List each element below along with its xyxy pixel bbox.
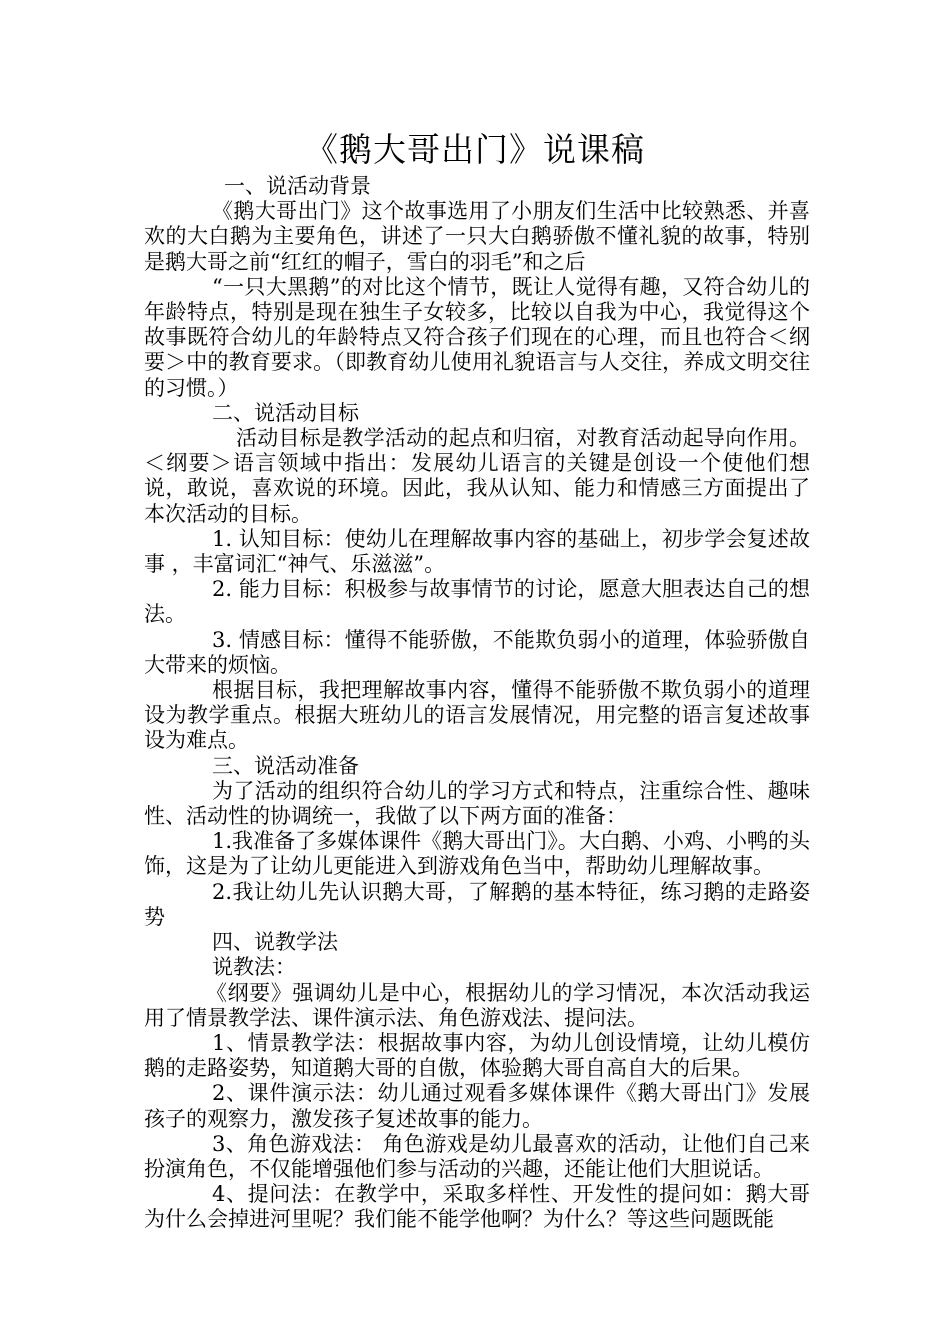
- document-body: [144, 174, 810, 1233]
- paragraph: 3、角色游戏法： 角色游戏是幼儿最喜欢的活动，让他们自己来扮演角色，不仅能增强他们参与活动的兴趣，还能让他们大胆说话。: [144, 1131, 810, 1181]
- paragraph: 1. 认知目标：使幼儿在理解故事内容的基础上，初步学会复述故事 ，丰富词汇“神气、乐滋滋”。: [144, 526, 810, 577]
- paragraph: 2. 能力目标：积极参与故事情节的讨论，愿意大胆表达自己的想法。: [144, 577, 810, 627]
- paragraph: 2、课件演示法：幼儿通过观看多媒体课件《鹅大哥出门》发展孩子的观察力，激发孩子复述故事的能力。: [144, 1081, 810, 1131]
- section-heading-preparation: 三、说活动准备: [212, 753, 359, 778]
- paragraph: 3. 情感目标：懂得不能骄傲，不能欺负弱小的道理，体验骄傲自大带来的烦恼。: [144, 627, 810, 677]
- paragraph: 根据目标，我把理解故事内容，懂得不能骄傲不欺负弱小的道理设为教学重点。根据大班幼儿的语言发展情况，用完整的语言复述故事设为难点。: [144, 678, 810, 753]
- section-heading-goals: 二、说活动目标: [212, 400, 359, 425]
- paragraph: 《鹅大哥出门》这个故事选用了小朋友们生活中比较熟悉、并喜欢的大白鹅为主要角色，讲述了一只大白鹅骄傲不懂礼貌的故事，特别是鹅大哥之前“红红的帽子，雪白的羽毛”和之后: [144, 199, 810, 274]
- paragraph: 为了活动的组织符合幼儿的学习方式和特点，注重综合性、趣味性、活动性的协调统一，我做了以下两方面的准备：: [144, 778, 810, 829]
- paragraph: 4、提问法：在教学中，采取多样性、开发性的提问如：鹅大哥为什么会掉进河里呢？我们能不能学他啊？为什么？等这些问题既能: [144, 1182, 810, 1232]
- section-heading-background: 一、说活动背景: [224, 174, 371, 198]
- paragraph: “一只大黑鹅”的对比这个情节，既让人觉得有趣，又符合幼儿的年龄特点，特别是现在独生子女较多，比较以自我为中心，我觉得这个故事既符合幼儿的年龄特点又符合孩子们现在的心理，而且也符合＜纲要＞中的教育要求。（即教育幼儿使用礼貌语言与人交往，养成文明交往的习惯。）: [144, 274, 810, 400]
- section-heading-methods: 四、说教学法: [212, 930, 338, 955]
- paragraph: 活动目标是教学活动的起点和归宿，对教育活动起导向作用。＜纲要＞语言领域中指出：发展幼儿语言的关键是创设一个使他们想说，敢说，喜欢说的环境。因此，我从认知、能力和情感三方面提出了本次活动的目标。: [144, 426, 810, 526]
- paragraph: 1、情景教学法：根据故事内容，为幼儿创设情境，让幼儿模仿鹅的走路姿势，知道鹅大哥的自傲，体验鹅大哥自高自大的后果。: [144, 1030, 810, 1081]
- paragraph: 《纲要》强调幼儿是中心，根据幼儿的学习情况，本次活动我运用了情景教学法、课件演示法、角色游戏法、提问法。: [144, 980, 810, 1030]
- document-title: 《鹅大哥出门》说课稿: [305, 130, 645, 169]
- subheading-teaching-methods: 说教法：: [212, 955, 296, 980]
- paragraph: 1.我准备了多媒体课件《鹅大哥出门》。大白鹅、小鸡、小鸭的头饰，这是为了让幼儿更能进入到游戏角色当中，帮助幼儿理解故事。: [144, 829, 810, 879]
- paragraph: 2.我让幼儿先认识鹅大哥，了解鹅的基本特征，练习鹅的走路姿势: [144, 879, 810, 929]
